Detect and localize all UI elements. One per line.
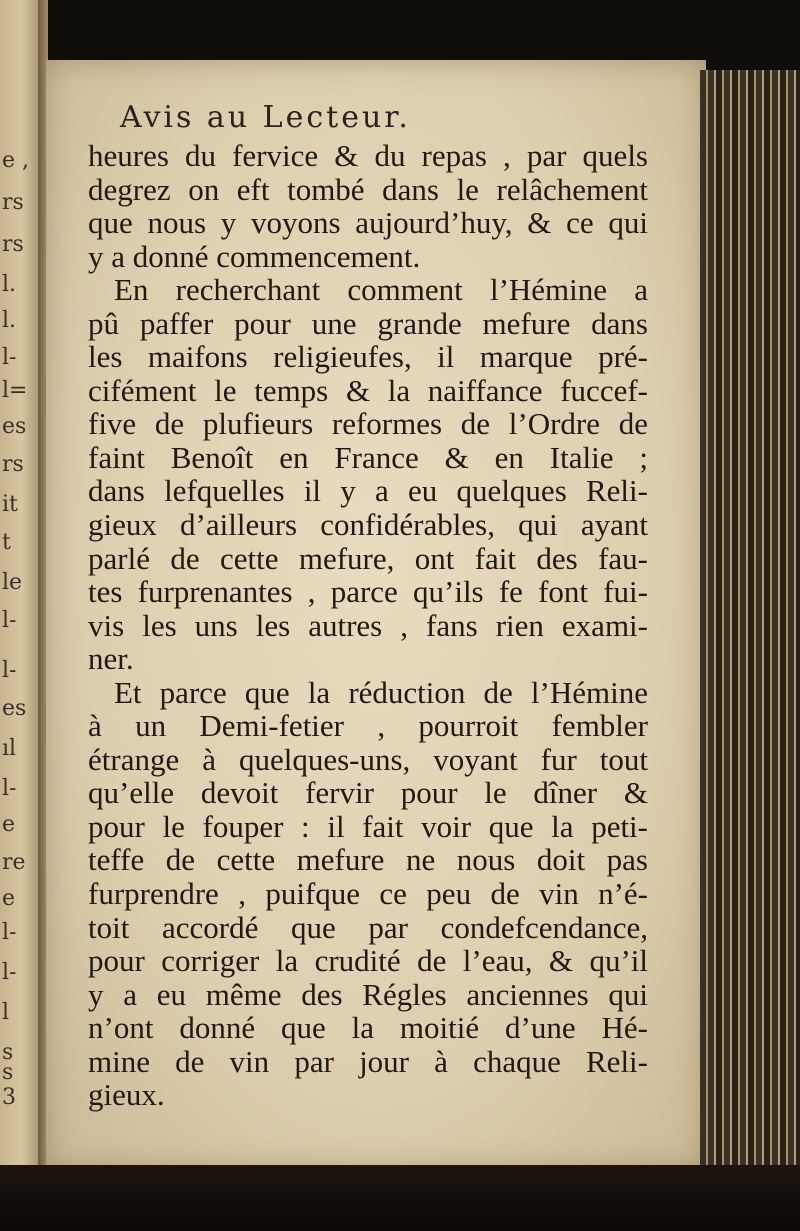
facing-fragment: s [2,1040,14,1065]
text-line: n’ont donné que la moitié d’une Hé- [88,1010,648,1046]
facing-fragment: l. [2,308,17,333]
facing-fragment: s [2,1060,14,1085]
facing-fragment: rs [2,452,24,477]
text-line: faint Benoît en France & en Italie ; [88,439,648,475]
facing-fragment: ıl [2,736,17,761]
facing-fragment: le [2,570,23,595]
text-line: parlé de cette mefure, ont fait des fau- [88,540,648,576]
text-line: En recherchant comment l’Hémine a [114,272,648,308]
text-line: cifément le temps & la naiffance fuccef- [88,372,648,408]
running-header: Avis au Lecteur. [120,100,411,135]
text-line: pour corriger la crudité de l’eau, & qu’il [88,943,648,979]
text-line: mine de vin par jour à chaque Reli- [88,1043,648,1079]
text-line: Et parce que la réduction de l’Hémine [114,674,648,710]
text-line: pû paffer pour une grande mefure dans [88,305,648,341]
text-line: étrange à quelques-uns, voyant fur tout [88,741,648,777]
facing-fragment: it [2,492,18,517]
facing-fragment: l- [2,658,17,683]
facing-fragment: l- [2,345,17,370]
text-line: que nous y voyons aujourd’huy, & ce qui [88,205,648,241]
facing-fragment: rs [2,190,24,215]
text-line: les maifons religieufes, il marque pré- [88,339,648,375]
facing-fragment: t [2,530,11,555]
facing-fragment: es [2,696,27,721]
text-line: toit accordé que par condefcendance, [88,909,648,945]
facing-fragment: e , [2,148,30,173]
facing-page-edge [0,0,40,1231]
text-line: gieux. [88,1077,165,1113]
text-line: heures du fervice & du repas , par quels [88,138,648,173]
facing-fragment: rs [2,232,24,257]
text-line: five de plufieurs reformes de l’Ordre de [88,406,648,442]
facing-fragment: l- [2,920,17,945]
facing-fragment: l- [2,608,17,633]
facing-fragment: 3 [2,1085,16,1110]
text-line: teffe de cette mefure ne nous doit pas [88,842,648,878]
text-line: tes furprenantes , parce qu’ils fe font fui- [88,574,648,610]
facing-fragment: l. [2,272,17,297]
facing-fragment: e [2,812,16,837]
text-line: vis les uns les autres , fans rien exami- [88,607,648,643]
text-line: ner. [88,641,134,677]
text-line: furprendre , puifque ce peu de vin n’é- [88,876,648,912]
text-line: y a eu même des Régles anciennes qui [88,976,648,1012]
facing-fragment: l- [2,960,17,985]
text-line: degrez on eft tombé dans le relâchement [88,171,648,207]
facing-fragment: re [2,850,26,875]
text-line: qu’elle devoit fervir pour le dîner & [88,775,648,811]
text-line: à un Demi-fetier , pourroit fembler [88,708,648,744]
facing-fragment: l- [2,776,17,801]
facing-fragment: l= [2,378,28,403]
body-text [88,139,648,1112]
text-line: y a donné commencement. [88,238,421,274]
text-line: gieux d’ailleurs confidérables, qui ayant [88,507,648,543]
text-line: dans lefquelles il y a eu quelques Reli- [88,473,648,509]
text-line: pour le fouper : il fait voir que la peti- [88,808,648,844]
facing-fragment: es [2,414,27,439]
page-edges-stack [700,70,800,1170]
facing-fragment: l [2,1000,10,1025]
background-bottom [0,1165,800,1231]
facing-fragment: e [2,886,16,911]
